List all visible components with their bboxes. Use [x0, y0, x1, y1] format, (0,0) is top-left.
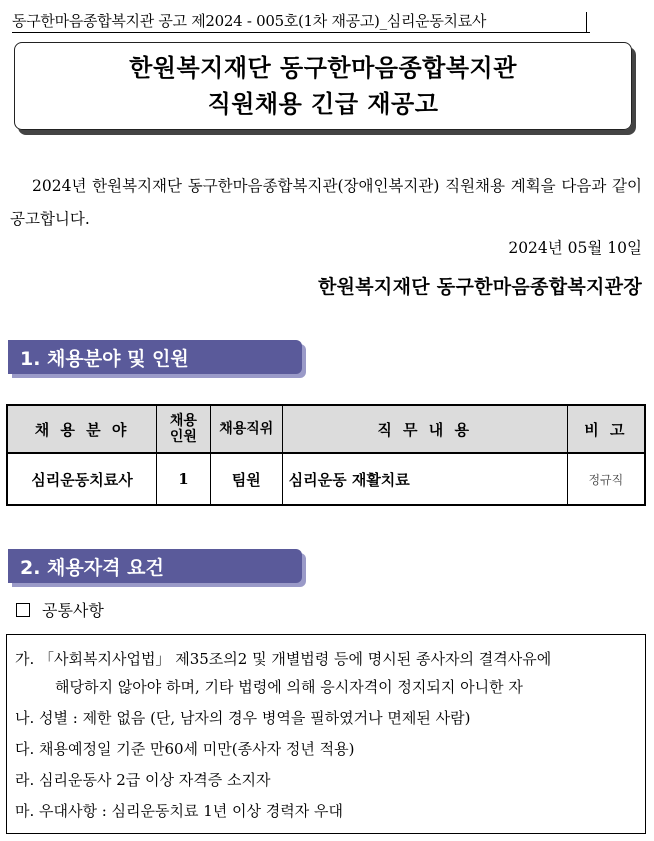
recruitment-table: [6, 404, 646, 506]
title-line-2: 직원채용 긴급 재공고: [207, 90, 439, 118]
cell-duties: 심리운동 재활치료: [282, 453, 567, 505]
header-count-line-2: 인원: [169, 429, 197, 445]
header-count-line-1: 채용: [169, 413, 197, 429]
square-bullet-icon: [16, 603, 30, 617]
header-note: 비 고: [567, 405, 645, 453]
item-marker: 마.: [15, 802, 35, 820]
item-marker: 나.: [15, 709, 35, 727]
header-duties: 직 무 내 용: [282, 405, 567, 453]
requirement-item: [15, 649, 645, 697]
item-continuation: 해당하지 않아야 하며, 기타 법령에 의해 응시자격이 정지되지 아니한 자: [55, 678, 523, 696]
announcement-date: 2024년 05월 10일: [508, 239, 642, 257]
requirement-item: [15, 739, 645, 759]
header-underline: [12, 32, 590, 33]
cell-field: 심리운동치료사: [7, 453, 157, 505]
item-marker: 라.: [15, 771, 35, 789]
item-text: 우대사항 : 심리운동치료 1년 이상 경력자 우대: [39, 802, 344, 820]
cell-count: 1: [157, 453, 211, 505]
item-text: 채용예정일 기준 만60세 미만(종사자 정년 적용): [39, 740, 355, 758]
document-header: 동구한마음종합복지관 공고 제2024 - 005호(1차 재공고)_심리운동치료사: [12, 12, 487, 30]
item-marker: 다.: [15, 740, 35, 758]
common-requirements-heading: [16, 598, 104, 621]
table-header-row: [7, 405, 645, 453]
section-1-heading: 1. 채용분야 및 인원: [8, 340, 302, 374]
table-row: [7, 453, 645, 505]
item-text: 성별 : 제한 없음 (단, 남자의 경우 병역을 필하였거나 면제된 사람): [39, 709, 471, 727]
signer: 한원복지재단 동구한마음종합복지관장: [317, 276, 642, 298]
item-text: 「사회복지사업법」 제35조의2 및 개별법령 등에 명시된 종사자의 결격사유에: [39, 650, 552, 668]
requirement-item: [15, 708, 645, 728]
intro-paragraph: 2024년 한원복지재단 동구한마음종합복지관(장애인복지관) 직원채용 계획을 다음과 같이 공고합니다.: [10, 177, 642, 228]
requirement-item: [15, 801, 645, 821]
section-2-heading: 2. 채용자격 요건: [8, 549, 302, 583]
header-position: 채용직위: [210, 405, 282, 453]
cell-note: 정규직: [567, 453, 645, 505]
requirement-item: [15, 770, 645, 790]
header-count: [157, 405, 211, 453]
subheading-label: 공통사항: [42, 601, 104, 620]
cell-position: 팀원: [210, 453, 282, 505]
text-cursor: [586, 12, 587, 32]
title-box: [14, 42, 632, 130]
item-text: 심리운동사 2급 이상 자격증 소지자: [39, 771, 271, 789]
requirements-box: [6, 634, 646, 834]
item-marker: 가.: [15, 650, 35, 668]
header-field: 채 용 분 야: [7, 405, 157, 453]
title-line-1: 한원복지재단 동구한마음종합복지관: [129, 54, 517, 82]
